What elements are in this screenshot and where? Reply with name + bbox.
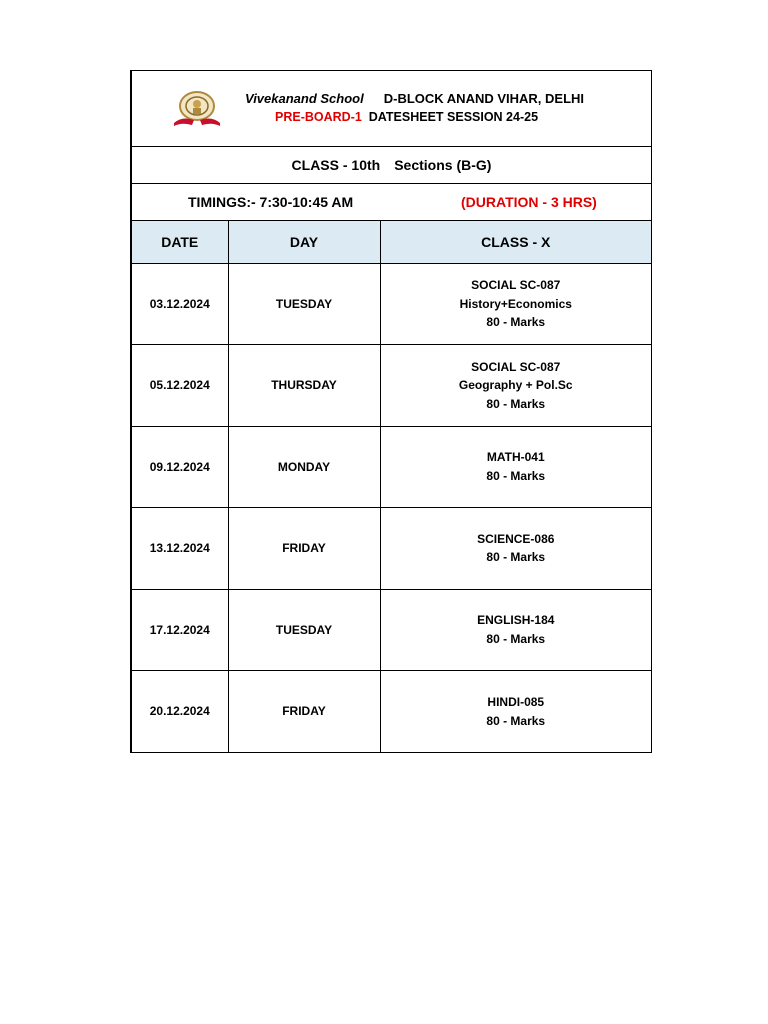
exam-subject: [380, 508, 651, 590]
subject-line: 80 - Marks: [486, 713, 546, 728]
exam-subject: [380, 263, 651, 345]
datesheet-label: DATESHEET SESSION 24-25: [368, 110, 539, 124]
timings-label: TIMINGS:- 7:30-10:45 AM: [188, 194, 354, 210]
school-logo: [168, 89, 226, 129]
subject-line: MATH-041: [486, 450, 545, 465]
table-row: [132, 426, 651, 508]
exam-date: 09.12.2024: [132, 426, 228, 508]
subject-line: 80 - Marks: [486, 396, 546, 411]
exam-schedule-table: [132, 221, 651, 752]
exam-date: 20.12.2024: [132, 671, 228, 753]
exam-subject: [380, 345, 651, 427]
class-label: CLASS - 10th: [291, 157, 381, 173]
subject-line: SOCIAL SC-087: [471, 278, 561, 292]
subject-line: 80 - Marks: [486, 468, 546, 483]
subject-line: HINDI-085: [487, 695, 545, 709]
exam-date: 13.12.2024: [132, 508, 228, 590]
subject-line: SOCIAL SC-087: [471, 359, 561, 374]
exam-day: TUESDAY: [228, 589, 380, 671]
subject-line: Geography + Pol.Sc: [458, 378, 573, 392]
exam-subject: [380, 589, 651, 671]
subject-line: 80 - Marks: [486, 315, 546, 329]
timing-row: [132, 184, 651, 221]
table-row: [132, 671, 651, 753]
duration-label: (DURATION - 3 HRS): [461, 194, 597, 210]
school-line: [245, 91, 584, 106]
exam-day: MONDAY: [228, 426, 380, 508]
column-header-class: CLASS - X: [380, 221, 651, 263]
exam-subject: [380, 671, 651, 753]
subject-line: 80 - Marks: [486, 550, 546, 565]
school-header: [132, 71, 651, 147]
subject-line: 80 - Marks: [486, 631, 546, 646]
table-row: [132, 589, 651, 671]
exam-day: TUESDAY: [228, 263, 380, 345]
class-row: [132, 147, 651, 184]
school-address: D-BLOCK ANAND VIHAR, DELHI: [383, 91, 585, 106]
exam-date: 17.12.2024: [132, 589, 228, 671]
table-header-row: [132, 221, 651, 263]
subject-line: ENGLISH-184: [477, 613, 555, 628]
column-header-date: DATE: [132, 221, 228, 263]
exam-name: PRE-BOARD-1: [275, 110, 362, 124]
table-row: [132, 508, 651, 590]
datesheet: [130, 70, 652, 753]
exam-day: FRIDAY: [228, 671, 380, 753]
column-header-day: DAY: [228, 221, 380, 263]
sections-label: Sections (B-G): [394, 157, 492, 173]
table-row: [132, 263, 651, 345]
exam-day: FRIDAY: [228, 508, 380, 590]
school-name: Vivekanand School: [245, 91, 364, 106]
table-row: [132, 345, 651, 427]
exam-line: [275, 110, 538, 124]
exam-day: THURSDAY: [228, 345, 380, 427]
subject-line: History+Economics: [459, 296, 572, 311]
subject-line: SCIENCE-086: [477, 531, 555, 546]
exam-subject: [380, 426, 651, 508]
exam-date: 05.12.2024: [132, 345, 228, 427]
exam-date: 03.12.2024: [132, 263, 228, 345]
